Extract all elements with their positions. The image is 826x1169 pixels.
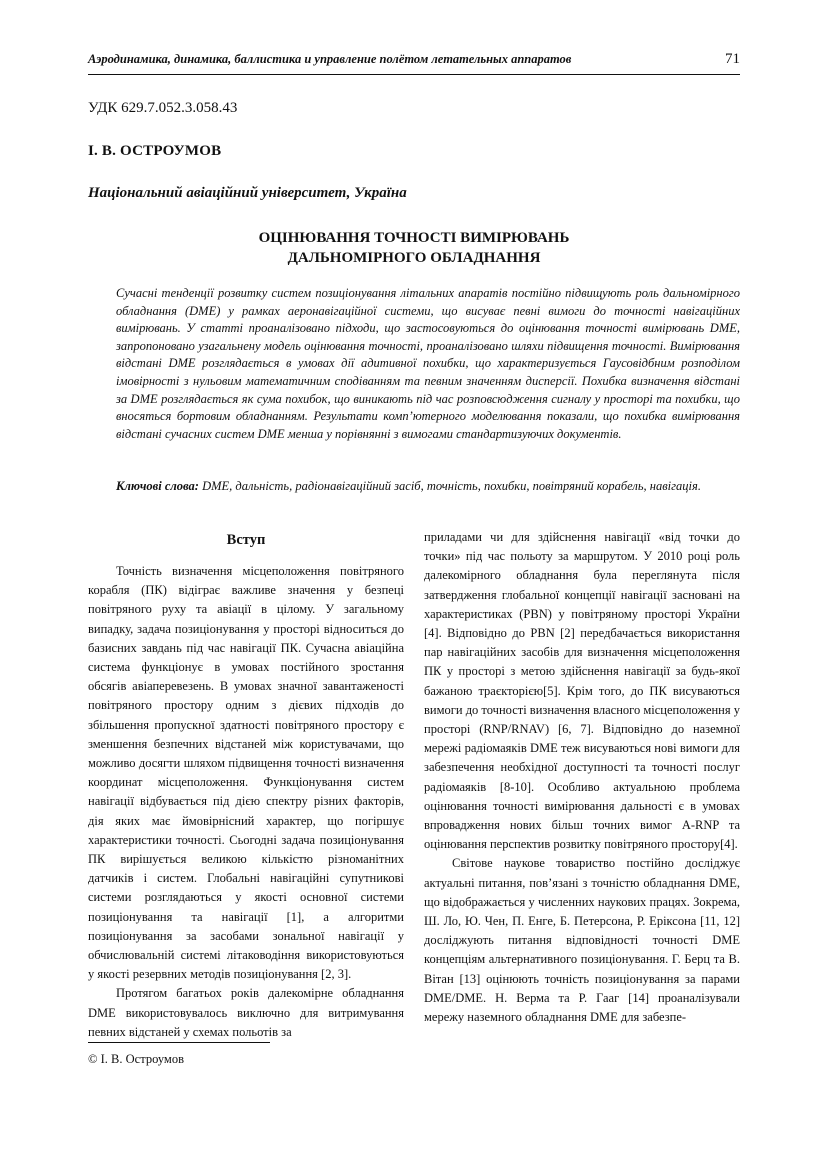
- footer-rule: [88, 1042, 270, 1043]
- running-head: [88, 51, 740, 68]
- section-heading-intro: Вступ: [226, 532, 266, 548]
- left-column: [88, 528, 404, 1042]
- keywords-label: Ключові слова:: [116, 479, 199, 493]
- right-column: [424, 528, 740, 1027]
- copyright-notice: © І. В. Остроумов: [88, 1052, 184, 1066]
- paper-title-line-2: ДАЛЬНОМІРНОГО ОБЛАДНАННЯ: [287, 250, 541, 266]
- abstract: Сучасні тенденції розвитку систем позиціонування літальних апаратів постійно підвищують роль дальномірного обладнання (DME) у рамках аеронавігаційної системи, що висуває певні вимоги до точності навігаційних вимірювань. У статті проаналізовано підходи, що застосовуються до оцінювання точності вимірювань DME, запропоновано узагальнену модель оцінювання точності, проаналізовано шляхи підвищення точності. Вимірювання відстані DME розглядається в умовах дії адитивної похибки, що характеризується Гаусовідбним розподілом імовірності з нульовим математичним сподіванням та певним значенням дисперсії. Похибка визначення відстані за DME розглядається як сума похибок, що виникають під час розповсюдження сигналу у просторі та похибки, що вносяться бортовим обладнанням. Результати комп’ютерного моделювання показали, що похибка вимірювання відстані сучасних систем DME менша у порівнянні з вимогами стандартизуючих документів.: [116, 286, 740, 441]
- paper-title: [88, 228, 740, 268]
- keywords-text: DME, дальність, радіонавігаційний засіб, точність, похибки, повітряний корабель, навігація.: [202, 479, 701, 493]
- running-title: Аэродинамика, динамика, баллистика и управление полётом летательных аппаратов: [88, 52, 572, 66]
- paragraph: приладами чи для здійснення навігації «від точки до точки» під час польоту за маршрутом. У 2010 році роль далекомірного обладнання була переглянута після затвердження глобальної концепції навігації засновані на характеристиках (PBN) у повітряному просторі України [4]. Відповідно до PBN [2] передбачається використання пар навігаційних засобів для визначення місцеположення ПК у просторі з метою здійснення навігації за будь-якої бажаною траєкторією[5]. Крім того, до ПК висуваються вимоги до точності визначення власного місцеположення у просторі (RNP/RNAV) [6, 7]. Відповідно до наземної мережі радіомаяків DME теж висуваються нові вимоги для забезпечення необхідної доступності та точності послуг радіомаяків [8-10]. Особливо актуальною проблема оцінювання точності вимірювання дальності є в умовах впровадження нових більш точних вимог A-RNP та оцінювання перспектив розвитку повітряного простору[4].: [424, 530, 740, 852]
- paper-title-line-1: ОЦІНЮВАННЯ ТОЧНОСТІ ВИМІРЮВАНЬ: [258, 230, 570, 246]
- paragraph: Точність визначення місцеположення повітряного корабля (ПК) відіграє важливе значення у безпеці повітряного руху та авіації в цілому. У загальному випадку, задача позиціонування у просторі відноситься до базисних завдань під час навігації ПК. Сучасна авіаційна система функціонує в умовах постійного зростання обсягів авіаперевезень. В умовах значної завантаженості повітряного простору одним з дієвих підходів до збільшення пропускної здатності повітряного простору є зменшення безпечних відстаней між користувачами, що можливо досягти шляхом підвищення точності визначення координат місцеположення. Функціонування систем навігації відбувається під дією спектру різних факторів, дія яких має ймовірнісний характер, що погіршує характеристики точності. Сьогодні задача позиціонування ПК вирішується великою кількістю різноманітних датчиків і систем. Глобальні навігаційні супутникові системи розглядаються у якості основної системи позиціонування та навігації [1], а алгоритми позиціонування за засобами зональної навігації у обчислювальній системі літаководіння використовуються у якості резервних методів позиціонування [2, 3].: [88, 564, 404, 982]
- udk-code: УДК 629.7.052.3.058.43: [88, 100, 238, 116]
- page-number: 71: [725, 51, 740, 67]
- keywords: [116, 478, 740, 496]
- paragraph: Світове наукове товариство постійно досліджує актуальні питання, пов’язані з точністю обладнання DME, що відображається у численних наукових працях. Зокрема, Ш. Ло, Ю. Чен, П. Енге, Б. Петерсона, Р. Еріксона [11, 12] досліджують питання відповідності точності DME концепціям альтернативного позиціонування. Г. Берц та В. Вітан [13] оцінюють точність позиціонування за парами DME/DME. Н. Верма та Р. Гааг [14] проаналізували мережу наземного обладнання DME для забезпе-: [424, 856, 740, 1025]
- header-rule: [88, 74, 740, 75]
- author-name: І. В. ОСТРОУМОВ: [88, 143, 222, 159]
- affiliation: Національний авіаційний університет, Україна: [88, 185, 407, 201]
- paragraph: Протягом багатьох років далекомірне обладнання DME використовувалось виключно для витримування певних відстаней у схемах польотів за: [88, 986, 404, 1039]
